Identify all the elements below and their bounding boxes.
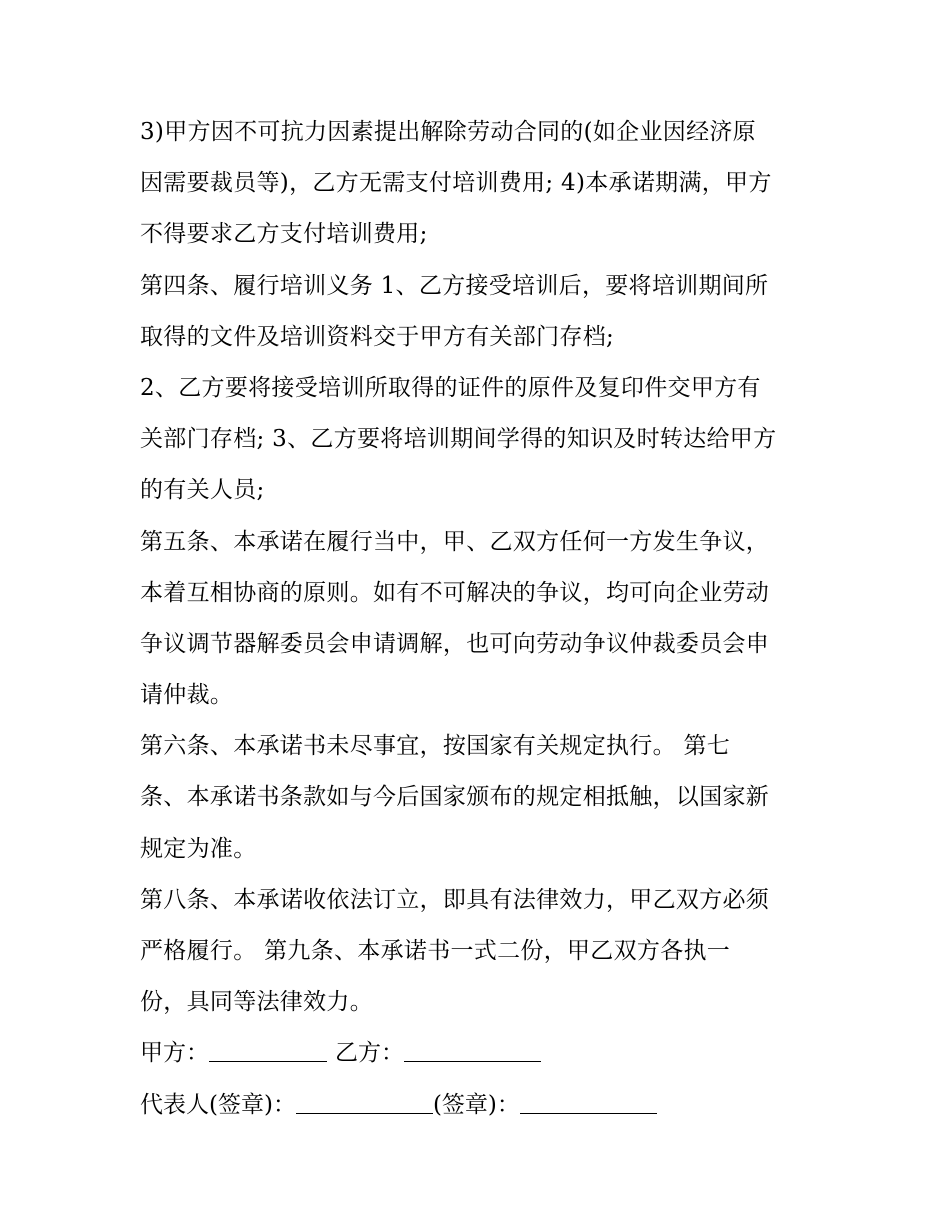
text-line-7: 关部门存档; 3、乙方要将培训期间学得的知识及时转达给甲方: [140, 426, 777, 453]
text-line-17: 严格履行。 第九条、本承诺书一式二份，甲乙双方各执一: [140, 938, 731, 964]
text-line-10: 本着互相协商的原则。如有不可解决的争议，均可向企业劳动: [140, 579, 770, 606]
signature-row-parties: [140, 1028, 830, 1079]
party-b-blank[interactable]: [404, 1039, 541, 1062]
text-line-11: 争议调节器解委员会申请调解，也可向劳动争议仲裁委员会申: [140, 630, 770, 657]
document-body: [140, 107, 830, 1131]
party-b-label: 乙方：: [335, 1040, 404, 1067]
representative-blank[interactable]: [296, 1091, 433, 1114]
text-line-15: 规定为准。: [140, 835, 257, 862]
seal-label: (签章)：: [432, 1091, 520, 1118]
text-line-6: 2、乙方要将接受培训所取得的证件的原件及复印件交甲方有: [140, 374, 761, 401]
text-line-12: 请仲裁。: [140, 682, 234, 709]
text-line-5: 取得的文件及培训资料交于甲方有关部门存档;: [140, 323, 615, 350]
text-line-2: 因需要裁员等)，乙方无需支付培训费用; 4)本承诺期满，甲方: [140, 170, 772, 197]
text-line-8: 的有关人员;: [140, 477, 265, 504]
text-line-16: 第八条、本承诺收依法订立，即具有法律效力，甲乙双方必须: [140, 886, 770, 913]
text-line-9: 第五条、本承诺在履行当中，甲、乙双方任何一方发生争议，: [140, 528, 770, 555]
party-a-blank[interactable]: [209, 1039, 327, 1062]
text-line-14: 条、本承诺书条款如与今后国家颁布的规定相抵触，以国家新: [140, 784, 770, 811]
signature-row-representatives: [140, 1080, 830, 1131]
text-line-3: 不得要求乙方支付培训费用;: [140, 221, 428, 248]
text-line-4: 第四条、履行培训义务 1、乙方接受培训后，要将培训期间所: [140, 272, 769, 299]
representative-label: 代表人(签章)：: [140, 1091, 296, 1118]
text-line-13: 第六条、本承诺书未尽事宜，按国家有关规定执行。 第七: [140, 733, 731, 760]
seal-blank[interactable]: [520, 1091, 657, 1114]
text-line-18: 份，具同等法律效力。: [140, 989, 373, 1016]
text-line-1: 3)甲方因不可抗力因素提出解除劳动合同的(如企业因经济原: [140, 119, 756, 145]
party-a-label: 甲方：: [140, 1040, 209, 1067]
